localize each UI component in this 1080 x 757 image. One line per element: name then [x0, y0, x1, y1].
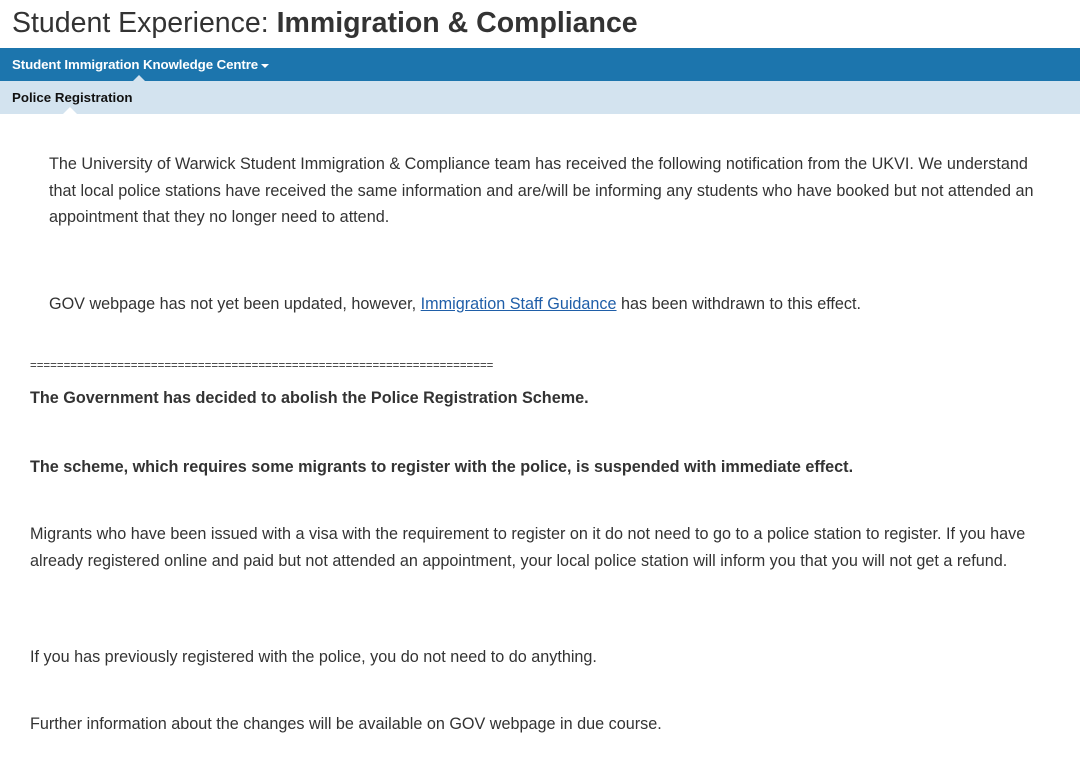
headline-suspended: The scheme, which requires some migrants to register with the police, is suspended with immediate effect. — [30, 458, 854, 476]
gov-update-text-before: GOV webpage has not yet been updated, however, — [49, 295, 421, 313]
gov-update-text-after: has been withdrawn to this effect. — [616, 295, 861, 313]
site-header — [0, 0, 1080, 48]
primary-navbar — [0, 48, 1080, 81]
subnav-item-police-registration[interactable]: Police Registration — [12, 90, 133, 105]
site-title[interactable] — [12, 0, 1080, 46]
previously-registered-paragraph: If you has previously registered with the police, you do not need to do anything. — [30, 648, 597, 666]
gov-update-paragraph — [49, 291, 1049, 318]
chevron-down-icon — [261, 64, 269, 68]
separator-line: ===================================================================== — [30, 360, 494, 372]
intro-paragraph: The University of Warwick Student Immigration & Compliance team has received the following notification from the UKVI. We understand that local police stations have received the same information and are/will be informing any students who have booked but not attended an appointment that they no longer need to attend. — [49, 155, 1034, 227]
headline-abolish: The Government has decided to abolish the Police Registration Scheme. — [30, 389, 589, 407]
nav-item-student-immigration-knowledge-centre[interactable] — [12, 57, 269, 72]
active-subnav-pointer — [63, 107, 77, 114]
further-information-paragraph: Further information about the changes will be available on GOV webpage in due course. — [30, 715, 662, 733]
secondary-navbar — [0, 81, 1080, 114]
migrants-paragraph: Migrants who have been issued with a visa with the requirement to register on it do not need to go to a police station to register. If you have already registered online and paid but not attended an appointment, your local police station will inform you that you will not get a refund. — [30, 525, 1026, 570]
site-title-strong: Immigration & Compliance — [276, 7, 638, 39]
site-title-prefix: Student Experience: — [12, 7, 277, 39]
nav-item-label: Student Immigration Knowledge Centre — [12, 57, 259, 72]
immigration-staff-guidance-link[interactable]: Immigration Staff Guidance — [420, 295, 617, 313]
